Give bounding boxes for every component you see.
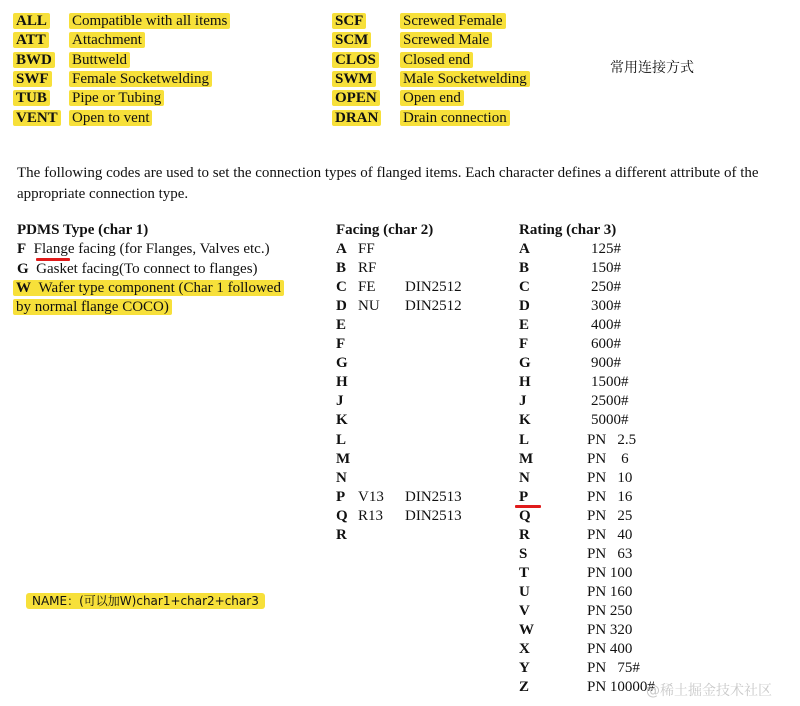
rating-letter: H — [519, 374, 531, 391]
pdms-desc-rest: facing (for Flanges, Valves etc.) — [74, 241, 270, 257]
rating-letter: T — [519, 564, 530, 581]
pdms-item-w — [13, 279, 284, 297]
code-abbr — [13, 51, 55, 69]
code-abbr — [332, 31, 371, 49]
code-abbr — [332, 70, 376, 88]
rating-value: PN 10 — [587, 469, 633, 486]
code-abbr-text: TUB — [13, 90, 50, 106]
code-description — [69, 70, 212, 88]
facing-letter: M — [336, 450, 351, 467]
facing-letter: F — [336, 336, 346, 353]
rating-value: PN 63 — [587, 545, 633, 562]
code-abbr-text: ATT — [13, 32, 49, 48]
pdms-desc: Wafer type component (Char 1 followed — [38, 280, 281, 296]
code-abbr-text: OPEN — [332, 90, 380, 106]
facing-code: FF — [358, 241, 375, 257]
facing-standard: DIN2513 — [405, 488, 462, 505]
rating-value: PN 75# — [587, 660, 640, 677]
rating-value: PN 40 — [587, 526, 633, 543]
rating-value: PN 16 — [587, 488, 633, 505]
code-description-text: Screwed Female — [400, 13, 506, 29]
code-description-text: Attachment — [69, 32, 145, 48]
rating-value: 250# — [591, 279, 621, 296]
code-abbr — [332, 109, 381, 127]
rating-value: PN 25 — [587, 507, 633, 524]
code-abbr — [332, 12, 366, 30]
facing-standard: DIN2512 — [405, 279, 462, 296]
code-abbr-text: CLOS — [332, 52, 379, 68]
rating-value: 600# — [591, 336, 621, 353]
rating-letter: J — [519, 393, 527, 410]
pdms-desc-underlined-word: Flange — [33, 241, 75, 257]
pdms-code: G — [17, 261, 29, 277]
red-underline-mark — [515, 505, 541, 508]
rating-letter: M — [519, 450, 534, 467]
facing-letter: D — [336, 298, 347, 315]
rating-letter: W — [519, 622, 534, 638]
rating-value: PN 250 — [587, 602, 633, 619]
rating-letter: S — [519, 545, 528, 562]
rating-value: PN 6 — [587, 450, 629, 467]
pdms-title: PDMS Type (char 1) — [17, 222, 149, 238]
rating-letter: N — [519, 469, 530, 486]
code-abbr — [13, 70, 52, 88]
facing-code: RF — [358, 260, 377, 277]
name-note — [26, 592, 265, 610]
code-description — [69, 109, 152, 127]
code-description — [400, 51, 473, 69]
rating-letter: U — [519, 583, 530, 600]
facing-standard: DIN2513 — [405, 507, 462, 524]
code-abbr-text: DRAN — [332, 110, 381, 126]
name-formula: NAME：(可以加W)char1+char2+char3 — [26, 593, 265, 609]
pdms-code: F — [17, 241, 27, 257]
code-description — [69, 51, 130, 69]
rating-value: PN 320 — [587, 622, 633, 638]
facing-code: V13 — [358, 488, 384, 505]
rating-letter: F — [519, 336, 529, 353]
rating-value: PN 2.5 — [587, 431, 637, 448]
facing-letter: H — [336, 374, 348, 391]
facing-code: NU — [358, 298, 380, 315]
code-description-text: Open to vent — [69, 110, 152, 126]
code-description — [69, 31, 145, 49]
code-abbr — [13, 31, 49, 49]
code-description-text: Buttweld — [69, 52, 130, 68]
code-description-text: Female Socketwelding — [69, 71, 212, 87]
rating-value: PN 100 — [587, 564, 633, 581]
rating-value: 150# — [591, 260, 621, 277]
watermark: @稀土掘金技术社区 — [646, 683, 772, 699]
code-description — [69, 12, 230, 30]
pdms-item-w-cont — [13, 298, 172, 316]
rating-value: 5000# — [591, 412, 629, 429]
code-description-text: Drain connection — [400, 110, 510, 126]
rating-letter: E — [519, 317, 530, 334]
code-description-text: Compatible with all items — [69, 13, 230, 29]
code-abbr-text: ALL — [13, 13, 50, 29]
rating-value: 125# — [591, 241, 621, 257]
code-abbr — [13, 89, 50, 107]
facing-letter: Q — [336, 507, 348, 524]
code-description-text: Closed end — [400, 52, 473, 68]
rating-value: PN 160 — [587, 583, 633, 600]
rating-value: 1500# — [591, 374, 629, 391]
rating-letter: Q — [519, 507, 531, 524]
facing-code: FE — [358, 279, 376, 296]
code-description-text: Screwed Male — [400, 32, 492, 48]
facing-letter: J — [336, 393, 344, 410]
code-description — [400, 31, 492, 49]
rating-letter: Z — [519, 679, 530, 696]
code-description — [400, 70, 530, 88]
code-description-text: Male Socketwelding — [400, 71, 530, 87]
rating-letter: P — [519, 488, 529, 505]
rating-letter: C — [519, 279, 530, 296]
code-description — [69, 89, 164, 107]
code-description — [400, 109, 510, 127]
pdms-desc: Gasket facing(To connect to flanges) — [36, 261, 258, 277]
facing-code: R13 — [358, 507, 384, 524]
code-abbr-text: SCF — [332, 13, 366, 29]
rating-title: Rating (char 3) — [519, 222, 617, 238]
pdms-item-f — [17, 240, 270, 258]
rating-value: PN 10000# — [587, 679, 655, 696]
rating-letter: A — [519, 241, 530, 257]
code-description — [400, 89, 464, 107]
facing-title: Facing (char 2) — [336, 222, 434, 238]
facing-letter: L — [336, 431, 347, 448]
facing-letter: B — [336, 260, 347, 277]
facing-letter: E — [336, 317, 347, 334]
code-abbr-text: SWF — [13, 71, 52, 87]
rating-letter: D — [519, 298, 530, 315]
pdms-desc-cont: by normal flange COCO) — [13, 299, 172, 315]
rating-value: 300# — [591, 298, 621, 315]
rating-letter: X — [519, 641, 530, 658]
facing-letter: G — [336, 355, 348, 372]
code-abbr-text: SCM — [332, 32, 371, 48]
pdms-code: W — [16, 280, 31, 296]
code-abbr — [332, 51, 379, 69]
facing-letter: A — [336, 241, 347, 257]
code-abbr-text: BWD — [13, 52, 55, 68]
intro-paragraph: The following codes are used to set the connection types of flanged items. Each character defines a different attribute of the appropriate connection type. — [17, 165, 759, 202]
rating-value: 2500# — [591, 393, 629, 410]
rating-letter: V — [519, 602, 530, 619]
code-description-text: Pipe or Tubing — [69, 90, 164, 106]
rating-letter: K — [519, 412, 531, 429]
rating-letter: L — [519, 431, 530, 448]
code-description-text: Open end — [400, 90, 464, 106]
facing-letter: P — [336, 488, 346, 505]
code-abbr — [332, 89, 380, 107]
rating-value: 900# — [591, 355, 621, 372]
rating-letter: B — [519, 260, 530, 277]
facing-letter: K — [336, 412, 348, 429]
code-abbr-text: VENT — [13, 110, 61, 126]
code-description — [400, 12, 506, 30]
rating-value: PN 400 — [587, 641, 633, 658]
code-abbr-text: SWM — [332, 71, 376, 87]
code-abbr — [13, 12, 50, 30]
rating-letter: Y — [519, 660, 530, 677]
facing-standard: DIN2512 — [405, 298, 462, 315]
facing-letter: C — [336, 279, 347, 296]
rating-letter: R — [519, 526, 530, 543]
pdms-item-g — [17, 260, 258, 278]
code-abbr — [13, 109, 61, 127]
facing-letter: N — [336, 469, 347, 486]
rating-letter: G — [519, 355, 531, 372]
rating-value: 400# — [591, 317, 621, 334]
facing-letter: R — [336, 526, 347, 543]
common-connection-note: 常用连接方式 — [610, 60, 694, 76]
